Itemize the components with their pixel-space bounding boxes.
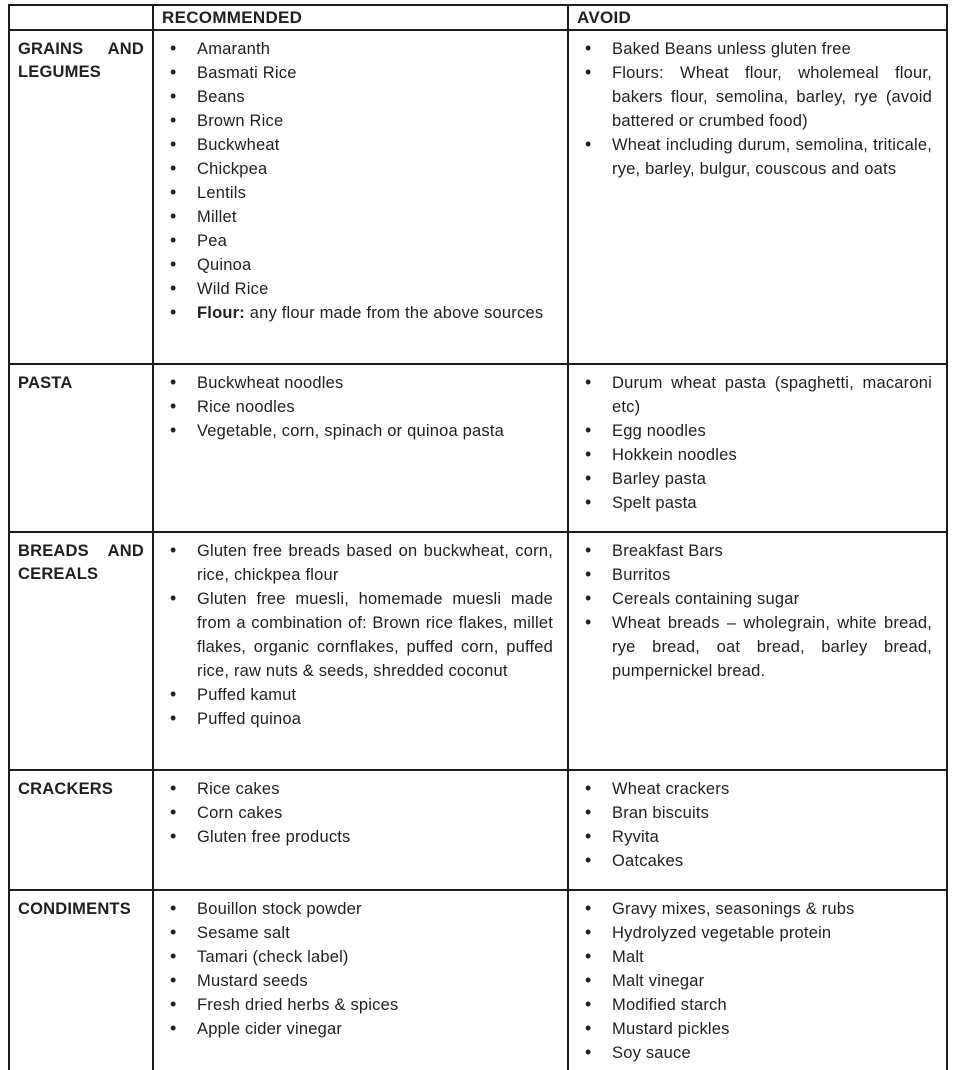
recommended-list [154,539,553,731]
list-item: • Flour: any flour made from the above sources [154,301,553,325]
list-item: • Tamari (check label) [154,945,553,969]
list-item: • Flours: Wheat flour, wholemeal flour, bakers flour, semolina, barley, rye (avoid battered or crumbed food) [569,61,932,133]
recommended-list [154,777,553,849]
list-item: • Barley pasta [569,467,932,491]
list-item: • Wild Rice [154,277,553,301]
list-item: • Quinoa [154,253,553,277]
list-item: • Basmati Rice [154,61,553,85]
list-item: • Modified starch [569,993,932,1017]
list-item: • Egg noodles [569,419,932,443]
list-item: • Rice noodles [154,395,553,419]
list-item: • Beans [154,85,553,109]
list-item: • Hydrolyzed vegetable protein [569,921,932,945]
list-item: • Puffed kamut [154,683,553,707]
list-item: • Wheat breads – wholegrain, white bread, rye bread, oat bread, barley bread, pumpernickel bread. [569,611,932,683]
recommended-cell [153,770,568,890]
list-item: • Ryvita [569,825,932,849]
list-item: • Bran biscuits [569,801,932,825]
category-cell: BREADS AND CEREALS [9,532,153,770]
list-item: • Burritos [569,563,932,587]
list-item: • Bouillon stock powder [154,897,553,921]
list-item: • Sesame salt [154,921,553,945]
recommended-cell [153,890,568,1070]
category-header-cell [9,5,153,30]
list-item-bold-prefix: Flour: [197,304,245,322]
list-item: • Malt vinegar [569,969,932,993]
list-item: • Vegetable, corn, spinach or quinoa pasta [154,419,553,443]
list-item: • Wheat crackers [569,777,932,801]
avoid-cell [568,532,947,770]
list-item: • Apple cider vinegar [154,1017,553,1041]
avoid-list [569,371,932,515]
recommended-list [154,897,553,1041]
avoid-list [569,777,932,873]
table-body [9,30,947,1070]
list-item: • Gluten free muesli, homemade muesli made from a combination of: Brown rice flakes, millet flakes, organic cornflakes, puffed corn, puffed rice, raw nuts & seeds, shredded coconut [154,587,553,683]
avoid-list [569,37,932,181]
list-item: • Cereals containing sugar [569,587,932,611]
list-item: • Malt [569,945,932,969]
list-item: • Pea [154,229,553,253]
recommended-cell [153,532,568,770]
avoid-cell [568,770,947,890]
list-item: • Hokkein noodles [569,443,932,467]
table-row [9,532,947,770]
list-item: • Rice cakes [154,777,553,801]
recommended-list [154,37,553,325]
table-row [9,770,947,890]
list-item: • Lentils [154,181,553,205]
list-item: • Durum wheat pasta (spaghetti, macaroni etc) [569,371,932,419]
list-item: • Amaranth [154,37,553,61]
header-row [9,5,947,30]
list-item: • Gluten free breads based on buckwheat, corn, rice, chickpea flour [154,539,553,587]
category-cell: CRACKERS [9,770,153,890]
list-item: • Millet [154,205,553,229]
list-item: • Buckwheat noodles [154,371,553,395]
list-item: • Puffed quinoa [154,707,553,731]
list-item: • Gravy mixes, seasonings & rubs [569,897,932,921]
list-item: • Mustard pickles [569,1017,932,1041]
category-cell: PASTA [9,364,153,532]
category-cell: CONDIMENTS [9,890,153,1070]
avoid-cell [568,30,947,364]
recommended-list [154,371,553,443]
avoid-cell [568,890,947,1070]
recommended-cell [153,30,568,364]
food-guide-table [8,4,948,1070]
recommended-cell [153,364,568,532]
list-item: • Mustard seeds [154,969,553,993]
list-item: • Spelt pasta [569,491,932,515]
avoid-list [569,539,932,683]
list-item: • Chickpea [154,157,553,181]
table-row [9,30,947,364]
list-item: • Corn cakes [154,801,553,825]
list-item: • Baked Beans unless gluten free [569,37,932,61]
table-row [9,364,947,532]
list-item: • Breakfast Bars [569,539,932,563]
list-item: • Brown Rice [154,109,553,133]
list-item: • Wheat including durum, semolina, triticale, rye, barley, bulgur, couscous and oats [569,133,932,181]
category-cell: GRAINS AND LEGUMES [9,30,153,364]
list-item: • Buckwheat [154,133,553,157]
list-item: • Fresh dried herbs & spices [154,993,553,1017]
recommended-header: RECOMMENDED [153,5,568,30]
list-item: • Soy sauce [569,1041,932,1065]
list-item: • Oatcakes [569,849,932,873]
table-row [9,890,947,1070]
avoid-list [569,897,932,1065]
avoid-cell [568,364,947,532]
avoid-header: AVOID [568,5,947,30]
list-item: • Gluten free products [154,825,553,849]
